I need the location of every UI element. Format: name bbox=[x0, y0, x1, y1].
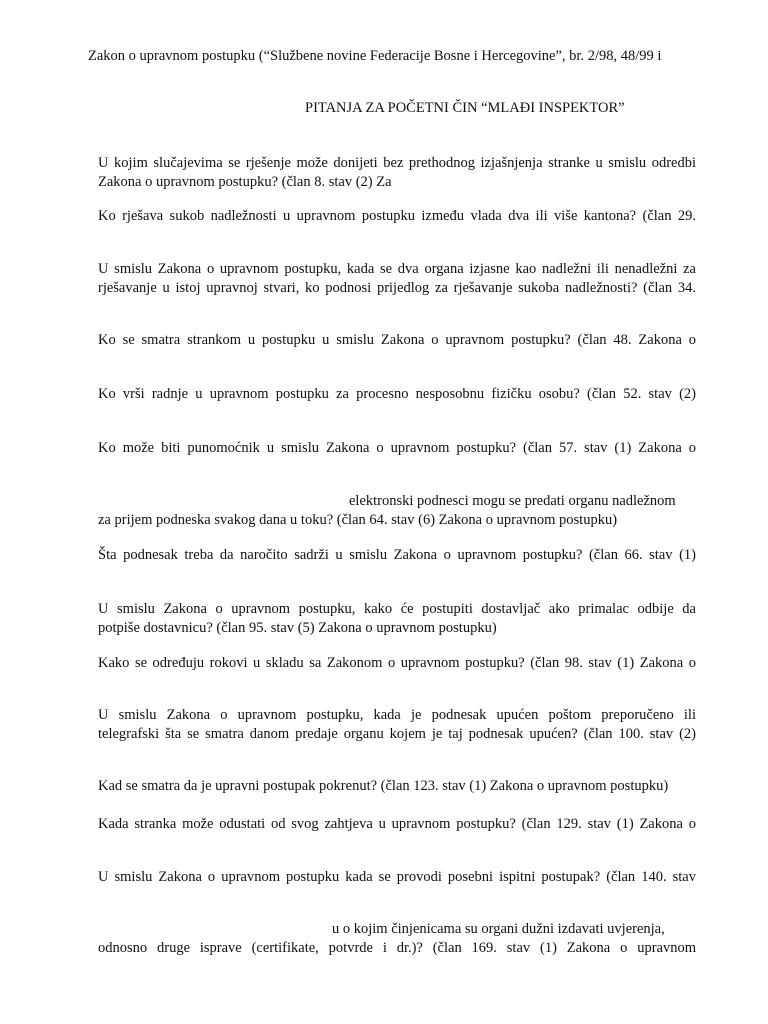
question-3-line-1: U smislu Zakona o upravnom postupku, kada se dva organa izjasne kao nadležni ili nenadležni za bbox=[98, 261, 696, 277]
question-7-line-2: za prijem podneska svakog dana u toku? (član 64. stav (6) Zakona o upravnom postupku) bbox=[98, 512, 618, 528]
question-1-line-2: Zakona o upravnom postupku? (član 8. stav (2) Za bbox=[98, 174, 392, 190]
question-12-line-1: Kad se smatra da je upravni postupak pokrenut? (član 123. stav (1) Zakona o upravnom postupku) bbox=[98, 778, 669, 794]
question-10-line-1: Kako se određuju rokovi u skladu sa Zakonom o upravnom postupku? (član 98. stav (1) Zakona o bbox=[98, 655, 696, 671]
question-2-line-1: Ko rješava sukob nadležnosti u upravnom postupku između vlada dva ili više kantona? (član 29. bbox=[98, 208, 696, 224]
question-11-line-2: telegrafski šta se smatra danom predaje organu kojem je taj podnesak upućen? (član 100. stav (2) bbox=[98, 726, 696, 742]
question-7-line-1: elektronski podnesci mogu se predati organu nadležnom bbox=[349, 493, 676, 509]
question-4-line-1: Ko se smatra strankom u postupku u smislu Zakona o upravnom postupku? (član 48. Zakona o bbox=[98, 332, 696, 348]
question-8-line-1: Šta podnesak treba da naročito sadrži u smislu Zakona o upravnom postupku? (član 66. stav (1) bbox=[98, 547, 696, 563]
question-13-line-1: Kada stranka može odustati od svog zahtjeva u upravnom postupku? (član 129. stav (1) Zakona o bbox=[98, 816, 696, 832]
document-header: Zakon o upravnom postupku (“Službene novine Federacije Bosne i Hercegovine”, br. 2/98, 48/99 i bbox=[88, 48, 662, 64]
question-1-line-1: U kojim slučajevima se rješenje može donijeti bez prethodnog izjašnjenja stranke u smislu odredbi bbox=[98, 155, 696, 171]
question-5-line-1: Ko vrši radnje u upravnom postupku za procesno nesposobnu fizičku osobu? (član 52. stav (2) bbox=[98, 386, 696, 402]
question-15-line-2: odnosno druge isprave (certifikate, potvrde i dr.)? (član 169. stav (1) Zakona o upravnom bbox=[98, 940, 696, 956]
question-9-line-1: U smislu Zakona o upravnom postupku, kako će postupiti dostavljač ako primalac odbije da bbox=[98, 601, 696, 617]
question-9-line-2: potpiše dostavnicu? (član 95. stav (5) Zakona o upravnom postupku) bbox=[98, 620, 497, 636]
question-14-line-1: U smislu Zakona o upravnom postupku kada se provodi posebni ispitni postupak? (član 140. stav bbox=[98, 869, 696, 885]
question-15-line-1: u o kojim činjenicama su organi dužni izdavati uvjerenja, bbox=[332, 921, 665, 937]
page-title: PITANJA ZA POČETNI ČIN “MLAĐI INSPEKTOR” bbox=[305, 100, 625, 116]
question-6-line-1: Ko može biti punomoćnik u smislu Zakona o upravnom postupku? (član 57. stav (1) Zakona o bbox=[98, 440, 696, 456]
question-11-line-1: U smislu Zakona o upravnom postupku, kada je podnesak upućen poštom preporučeno ili bbox=[98, 707, 696, 723]
question-3-line-2: rješavanje u istoj upravnoj stvari, ko podnosi prijedlog za rješavanje sukoba nadležnosti? (član 34. bbox=[98, 280, 696, 296]
